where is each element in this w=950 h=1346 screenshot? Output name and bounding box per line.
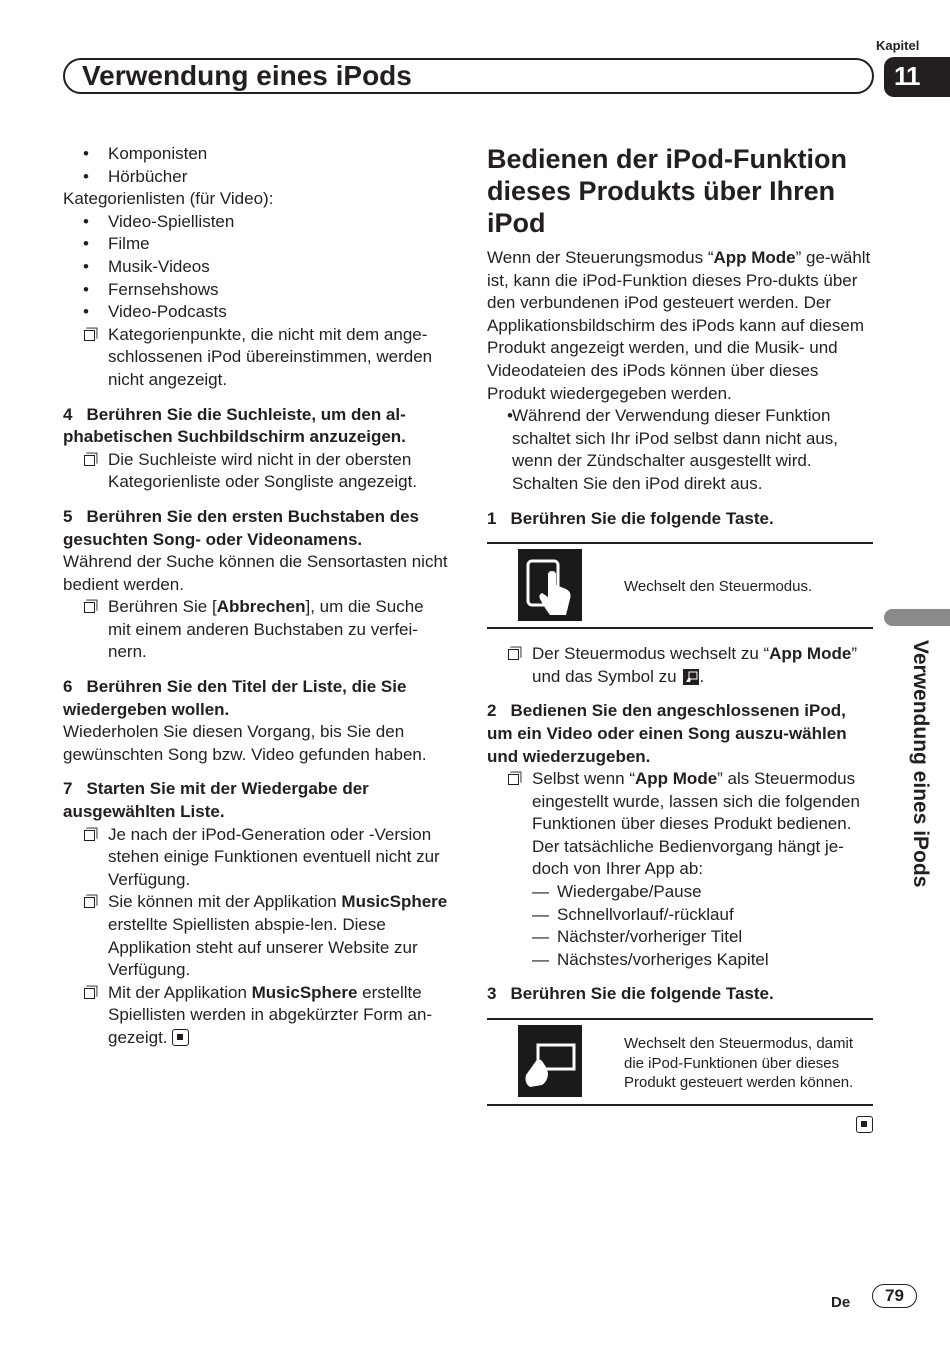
chapter-label: Kapitel xyxy=(876,38,920,53)
step-number: 4 xyxy=(63,404,73,424)
note-item xyxy=(487,768,873,881)
step-number: 3 xyxy=(487,984,497,1004)
note-text-post: erstellte Spiellisten abspie-len. Diese Applikation steht auf unserer Website zur Verfügung. xyxy=(108,915,418,980)
hand-touch-screen-icon[interactable] xyxy=(518,1025,582,1097)
intro-bold: App Mode xyxy=(713,248,796,267)
step-heading xyxy=(63,676,449,721)
note-text-pre: Selbst wenn “ xyxy=(532,769,635,789)
step-heading xyxy=(63,404,449,449)
note-text-bold: MusicSphere xyxy=(341,892,448,912)
video-categories-heading: Kategorienlisten (für Video): xyxy=(63,189,274,209)
note-item xyxy=(63,824,449,892)
list-item: • Filme xyxy=(63,233,449,256)
key-description: Wechselt den Steuermodus. xyxy=(624,578,813,596)
note-checkbox-icon xyxy=(508,649,519,660)
hand-touch-ipod-icon[interactable] xyxy=(518,549,582,621)
section-end-icon xyxy=(172,1029,189,1046)
note-text-post: ], um die Suche mit einem anderen Buchstaben zu verfei-nern. xyxy=(108,597,424,662)
step-heading xyxy=(63,778,449,823)
step-number: 7 xyxy=(63,779,73,799)
note-text-bold: Abbrechen xyxy=(216,597,306,617)
note-text-pre: Der Steuermodus wechselt zu “ xyxy=(532,644,770,664)
note-text-bold: App Mode xyxy=(769,644,852,664)
list-item: • Musik-Videos xyxy=(63,256,449,279)
key-table-2 xyxy=(487,1018,873,1106)
list-item xyxy=(487,405,873,495)
intro-paragraph xyxy=(487,247,873,405)
note-item xyxy=(487,643,873,688)
section-heading: Bedienen der iPod-Funktion dieses Produkts über Ihren iPod xyxy=(487,144,848,238)
list-item: • Video-Spiellisten xyxy=(63,211,449,234)
note-text-pre: Mit der Applikation xyxy=(108,982,252,1002)
page-number: 79 xyxy=(872,1284,917,1308)
note-checkbox-icon xyxy=(84,455,95,466)
chapter-number-badge: 11 xyxy=(884,57,950,97)
note-checkbox-icon xyxy=(84,897,95,908)
step-heading xyxy=(63,506,449,551)
note-checkbox-icon xyxy=(84,330,95,341)
step-heading xyxy=(487,508,873,531)
note-item xyxy=(63,324,449,392)
step-text: Berühren Sie die Suchleiste, um den al-phabetischen Suchbildschirm anzuzeigen. xyxy=(63,404,406,447)
section-end-icon xyxy=(856,1116,873,1133)
note-text-post: erstellte Spiellisten werden in abgekürzter Form an-gezeigt. xyxy=(108,982,433,1047)
step-number: 1 xyxy=(487,508,497,528)
step-heading xyxy=(487,983,873,1006)
note-text-post: ” als Steuermodus eingestellt wurde, lassen sich die folgenden Funktionen über dieses Produkt bedienen. Der tatsächliche Bedienvorgang hängt je-doch von Ihrer App ab: xyxy=(532,769,860,879)
list-item: • Komponisten xyxy=(63,143,449,166)
language-code: De xyxy=(831,1294,851,1311)
list-item: • Fernsehshows xyxy=(63,279,449,302)
note-text-pre: Sie können mit der Applikation xyxy=(108,892,342,912)
step-number: 6 xyxy=(63,677,73,697)
step-body: Wiederholen Sie diesen Vorgang, bis Sie den gewünschten Song bzw. Video gefunden haben. xyxy=(63,722,427,764)
note-text: Je nach der iPod-Generation oder -Version stehen einige Funktionen eventuell nicht zur Verfügung. xyxy=(108,824,440,889)
step-body: Während der Suche können die Sensortasten nicht bedient werden. xyxy=(63,552,448,594)
note-text: Die Suchleiste wird nicht in der obersten Kategorienliste oder Songliste angezeigt. xyxy=(108,449,418,492)
note-checkbox-icon xyxy=(84,988,95,999)
section-end xyxy=(487,1114,873,1137)
step-text: Berühren Sie den ersten Buchstaben des gesuchten Song- oder Videonamens. xyxy=(63,506,420,549)
note-text: Kategorienpunkte, die nicht mit dem ange-schlossenen iPod übereinstimmen, werden nicht angezeigt. xyxy=(108,324,433,389)
right-column xyxy=(487,143,873,1137)
page-title: Verwendung eines iPods xyxy=(82,60,412,91)
left-column xyxy=(63,143,449,1050)
intro-post: ” ge-wählt ist, kann die iPod-Funktion dieses Pro-dukts über den verbundenen iPod gesteuert werden. Der Applikationsbildschirm des iPods kann auf diesem Produkt angezeigt werden, und die Musik- und Videodateien des iPods können über dieses Produkt wiedergegeben werden. xyxy=(487,248,871,403)
step-number: 2 xyxy=(487,701,497,721)
step-text: Bedienen Sie den angeschlossenen iPod, um ein Video oder einen Song auszu-wählen und wiederzugeben. xyxy=(487,701,847,766)
dash-list-item: — Nächster/vorheriger Titel xyxy=(487,926,873,949)
list-item: • Hörbücher xyxy=(63,166,449,189)
note-text-bold: MusicSphere xyxy=(251,982,358,1002)
dash-list-item: — Wiedergabe/Pause xyxy=(487,881,873,904)
bullet-text: Während der Verwendung dieser Funktion schaltet sich Ihr iPod selbst dann nicht aus, wenn der Zündschalter ausgestellt wird. Schalten Sie den iPod direkt aus. xyxy=(512,406,839,493)
step-text: Berühren Sie die folgende Taste. xyxy=(510,508,774,528)
step-heading xyxy=(487,700,873,768)
note-item xyxy=(63,891,449,981)
note-checkbox-icon xyxy=(84,830,95,841)
note-item xyxy=(63,449,449,494)
note-text-end: . xyxy=(699,666,705,686)
step-text: Starten Sie mit der Wiedergabe der ausgewählten Liste. xyxy=(63,779,369,822)
key-table-1 xyxy=(487,542,873,629)
step-text: Berühren Sie den Titel der Liste, die Sie wiedergeben wollen. xyxy=(63,677,407,719)
note-checkbox-icon xyxy=(84,602,95,613)
step-number: 5 xyxy=(63,506,73,526)
side-tab-marker xyxy=(884,609,950,626)
step-text: Berühren Sie die folgende Taste. xyxy=(510,984,774,1004)
note-text-post: ” und das Symbol zu xyxy=(532,644,857,686)
list-item: • Video-Podcasts xyxy=(63,301,449,324)
dash-list-item: — Schnellvorlauf/-rücklauf xyxy=(487,904,873,927)
note-text-bold: App Mode xyxy=(635,769,718,789)
key-description: Wechselt den Steuermodus, damit die iPod-Funktionen über dieses Produkt gesteuert werden können. xyxy=(624,1035,854,1092)
app-mode-icon xyxy=(683,669,699,685)
side-tab-label: Verwendung eines iPods xyxy=(909,640,932,888)
note-item xyxy=(63,982,449,1050)
dash-list-item: — Nächstes/vorheriges Kapitel xyxy=(487,949,873,972)
note-item xyxy=(63,596,449,664)
intro-pre: Wenn der Steuerungsmodus “ xyxy=(487,248,714,267)
note-text-pre: Berühren Sie [ xyxy=(108,597,217,617)
note-checkbox-icon xyxy=(508,774,519,785)
